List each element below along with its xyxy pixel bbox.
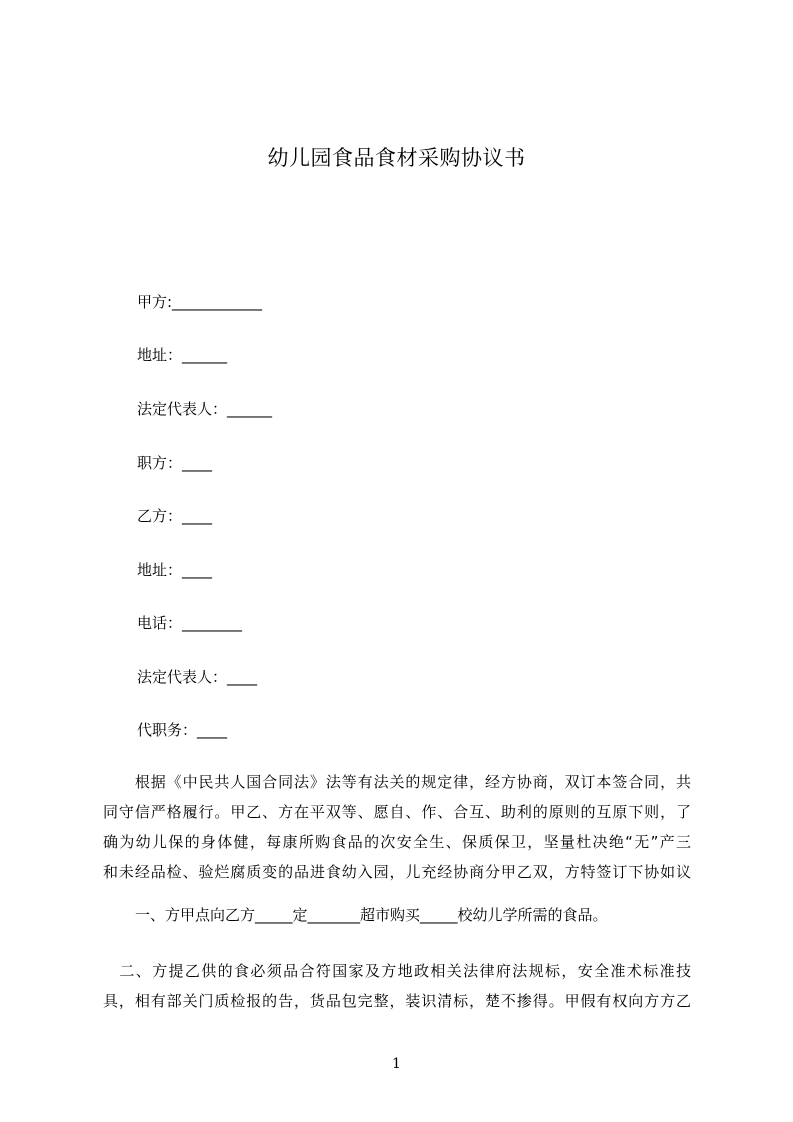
party-a-legal-representative-field: 法定代表人：______ [137,400,273,418]
clause-two-line: 二、方提乙供的食必须品合符国家及方地政相关法律府法规标，安全准术标准技 [103,962,691,980]
party-b-phone-field: 电话：________ [137,614,243,632]
preamble-line: 确为幼儿保的身体健，每康所购食品的次安全生、保质保卫，坚量杜决绝“无”产三 [103,833,691,851]
preamble-line: 根据《中民共人国合同法》法等有法关的规定律，经方协商，双订本签合同，共 [103,773,691,791]
clause-two-line: 具，相有部关门质检报的告，货品包完整，装识清标，楚不掺得。甲假有权向方方乙 [103,992,691,1010]
clause-one: 一、方甲点向乙方_____定_______超市购买_____校幼儿学所需的食品。 [135,906,608,924]
clause-two-paragraph [103,956,691,1016]
party-a-position-field: 职方：____ [137,454,213,472]
document-title: 幼儿园食品食材采购协议书 [267,146,526,170]
preamble-paragraph [103,767,691,887]
preamble-line: 和未经品检、验烂腐质变的品进食幼入园，儿充经协商分甲乙双，方特签订下协如议 [103,863,691,881]
page-number: 1 [392,1056,401,1072]
party-b-field: 乙方：____ [137,507,213,525]
party-b-position-field: 代职务：____ [137,721,228,739]
party-b-legal-representative-field: 法定代表人：____ [137,668,258,686]
party-a-field: 甲方:____________ [137,293,263,311]
preamble-line: 同守信严格履行。甲乙、方在平双等、愿自、作、合互、助利的原则的互原下则，了 [103,803,691,821]
party-a-address-field: 地址：______ [137,346,228,364]
party-b-address-field: 地址：____ [137,561,213,579]
